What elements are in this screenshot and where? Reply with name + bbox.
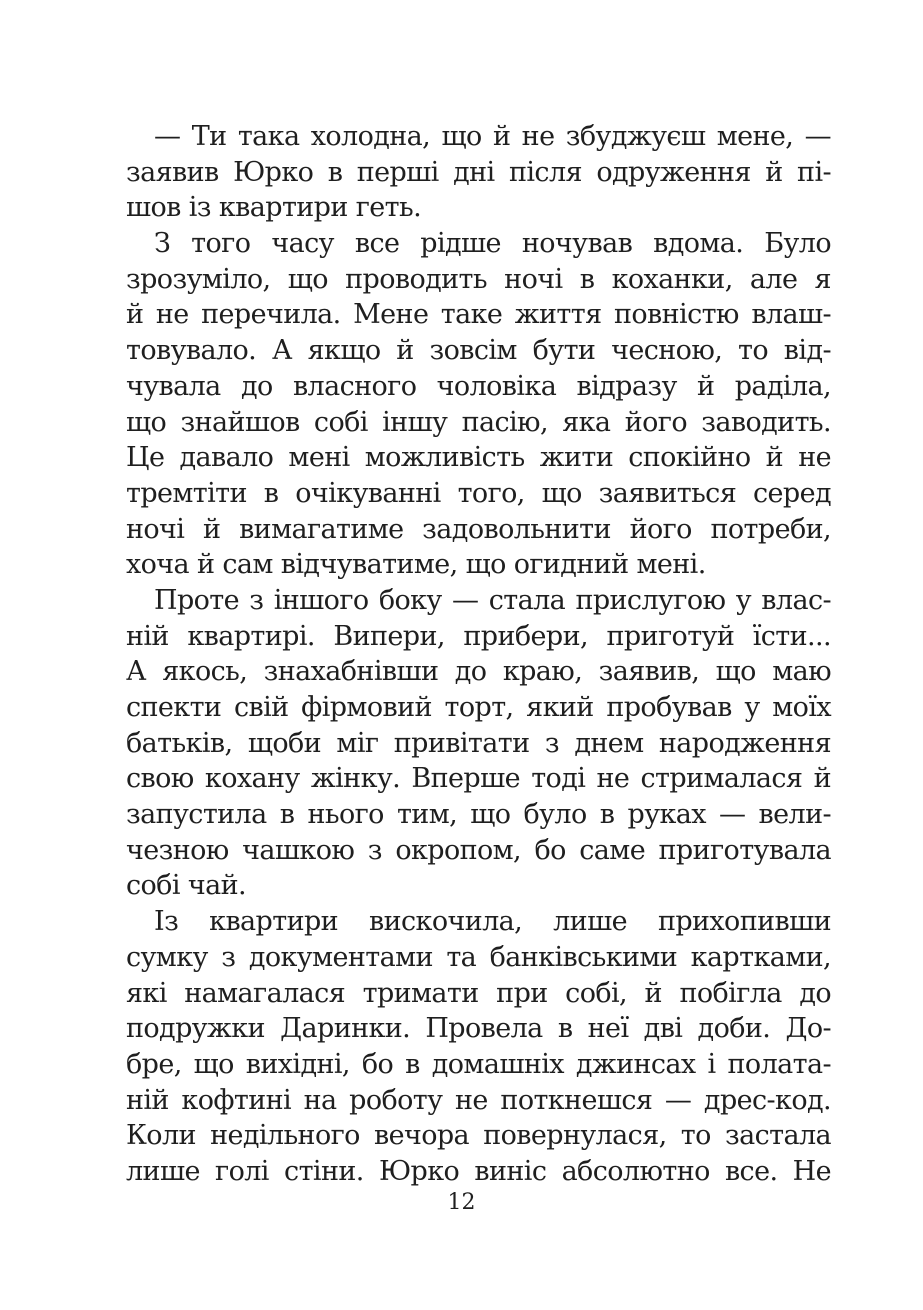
body-text: [126, 119, 831, 1190]
text-line: товувало. А якщо й зовсім бути чесною, то від-: [126, 335, 831, 367]
text-line: тремтіти в очікуванні того, що заявиться серед: [126, 477, 831, 509]
text-line: А якось, знахабнівши до краю, заявив, що маю: [126, 656, 831, 688]
text-line: бре, що вихідні, бо в домашніх джинсах і полата-: [126, 1048, 831, 1080]
text-line: Коли недільного вечора повернулася, то застала: [126, 1120, 831, 1152]
text-line: сумку з документами та банківськими картками,: [126, 941, 831, 973]
text-line: які намагалася тримати при собі, й побігла до: [126, 977, 831, 1009]
text-line: чувала до власного чоловіка відразу й раділа,: [126, 370, 831, 402]
text-line: зрозуміло, що проводить ночі в коханки, але я: [126, 263, 831, 295]
text-line: чезною чашкою з окропом, бо саме приготувала: [126, 834, 831, 866]
text-line: подружки Даринки. Провела в неї дві доби. До-: [126, 1013, 831, 1045]
text-line: лише голі стіни. Юрко виніс абсолютно все. Не: [126, 1155, 831, 1187]
text-line: й не перечила. Мене таке життя повністю влаш-: [126, 299, 831, 331]
text-line: ночі й вимагатиме задовольнити його потреби,: [126, 513, 831, 545]
text-line: заявив Юрко в перші дні після одруження й пі-: [126, 156, 831, 188]
page-number: 12: [447, 1190, 476, 1215]
text-line: спекти свій фірмовий торт, який пробував у моїх: [126, 692, 831, 723]
text-line: — Ти така холодна, що й не збуджуєш мене, —: [154, 121, 831, 152]
text-line: З того часу все рідше ночував вдома. Було: [154, 228, 831, 260]
text-line: ній квартирі. Випери, прибери, приготуй їсти...: [126, 620, 831, 652]
text-line: Це давало мені можливість жити спокійно й не: [126, 442, 831, 474]
text-line: хоча й сам відчуватиме, що огидний мені.: [126, 549, 706, 581]
text-line: запустила в нього тим, що було в руках — вели-: [126, 799, 831, 831]
text-line: свою кохану жінку. Вперше тоді не стрималася й: [126, 763, 831, 795]
text-line: Проте з іншого боку — стала прислугою у влас-: [154, 584, 831, 616]
text-line: батьків, щоби міг привітати з днем народження: [126, 727, 831, 759]
text-line: Із квартири вискочила, лише прихопивши: [154, 906, 831, 938]
text-line: шов із квартири геть.: [126, 192, 422, 224]
text-line: що знайшов собі іншу пасію, яка його заводить.: [126, 406, 831, 438]
text-line: ній кофтині на роботу не поткнешся — дрес-код.: [126, 1084, 831, 1116]
text-line: собі чай.: [126, 870, 246, 902]
